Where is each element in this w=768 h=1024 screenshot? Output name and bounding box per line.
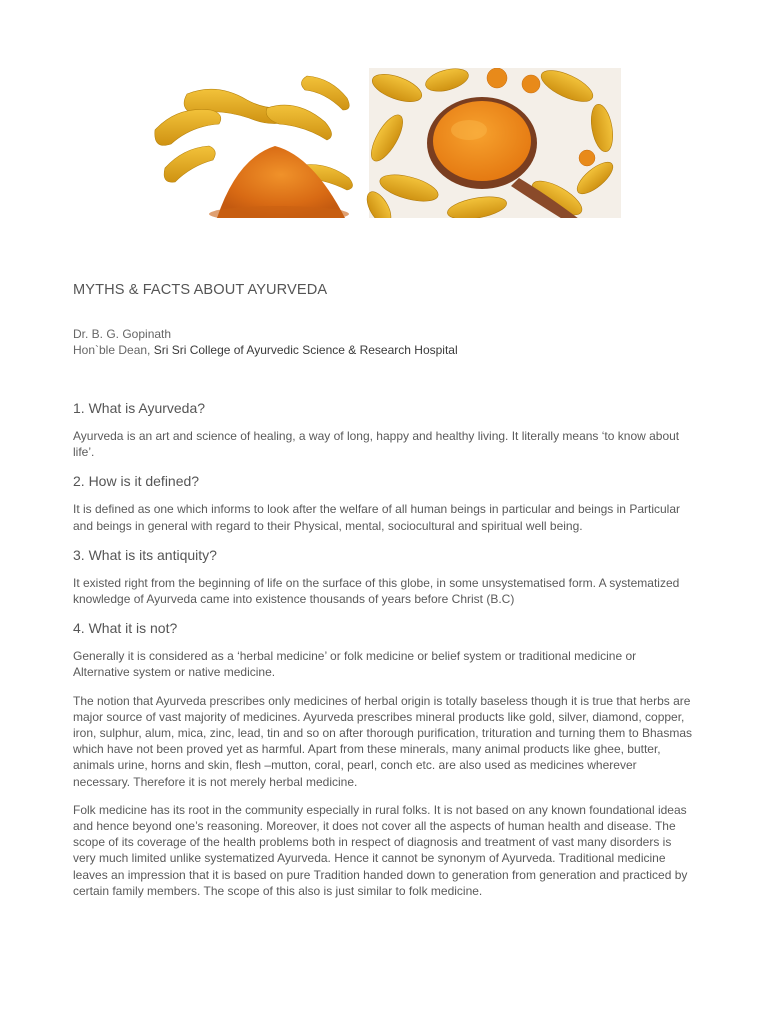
question-heading-2: 2. How is it defined? xyxy=(73,473,200,490)
answer-paragraph-4b: The notion that Ayurveda prescribes only medicines of herbal origin is totally baseless though it is true that herbs are major source of vast majority of medicines. Ayurveda prescribes mineral products like gold, silver, diamond, copper, iron, sulphur, alum, mica, zinc, lead, tin and so on after thorough purification, trituration and turning them to Bhasmas which have not been proved yet as harmful. Apart from these minerals, many animal products like ghee, butter, animals urine, horns and skin, flesh –mutton, coral, pearl, conch etc. are also used as medicines wherever necessary. Therefore it is not merely herbal medicine. xyxy=(73,693,693,789)
author-block xyxy=(73,326,693,358)
author-name: Dr. B. G. Gopinath xyxy=(73,327,172,341)
answer-paragraph-4c: Folk medicine has its root in the community especially in rural folks. It is not based on any known foundational ideas and hence beyond one’s reasoning. Moreover, it does not cover all the aspects of human health and disease. The scope of its coverage of the health problems both in respect of diagnosis and treatment of vast many disorders is very much limited unlike systematized Ayurveda. Hence it cannot be synonym of Ayurveda. Traditional medicine leaves an impression that it is based on pure Tradition handed down to generation from generation and practiced by certain family members. The scope of this also is just similar to folk medicine. xyxy=(73,802,688,898)
question-heading-1: 1. What is Ayurveda? xyxy=(73,400,206,416)
question-heading-4: 4. What it is not? xyxy=(73,620,178,637)
answer-paragraph-3: It existed right from the beginning of life on the surface of this globe, in some unsystematised form. A systematized knowledge of Ayurveda came into existence thousands of years before Christ (B.C) xyxy=(73,575,680,607)
institution-name: Sri Sri College of Ayurvedic Science & Research Hospital xyxy=(153,343,458,357)
answer-paragraph-1: Ayurveda is an art and science of healing, a way of long, happy and healthy living. It literally means ‘to know about life’. xyxy=(73,429,680,460)
designation-prefix: Hon`ble Dean, xyxy=(73,343,154,357)
document-title: MYTHS & FACTS ABOUT AYURVEDA xyxy=(73,282,328,298)
question-heading-3: 3. What is its antiquity? xyxy=(73,546,217,563)
answer-paragraph-4a: Generally it is considered as a ‘herbal medicine’ or folk medicine or belief system or traditional medicine or Alternative system or native medicine. xyxy=(73,649,637,680)
hero-image-turmeric xyxy=(147,68,621,218)
document-body xyxy=(73,280,693,899)
answer-paragraph-2: It is defined as one which informs to look after the welfare of all human beings in particular and beings in Particular and beings in general with regard to their Physical, mental, sociocultural and spiritual well being. xyxy=(73,502,680,533)
author-designation xyxy=(73,342,693,358)
